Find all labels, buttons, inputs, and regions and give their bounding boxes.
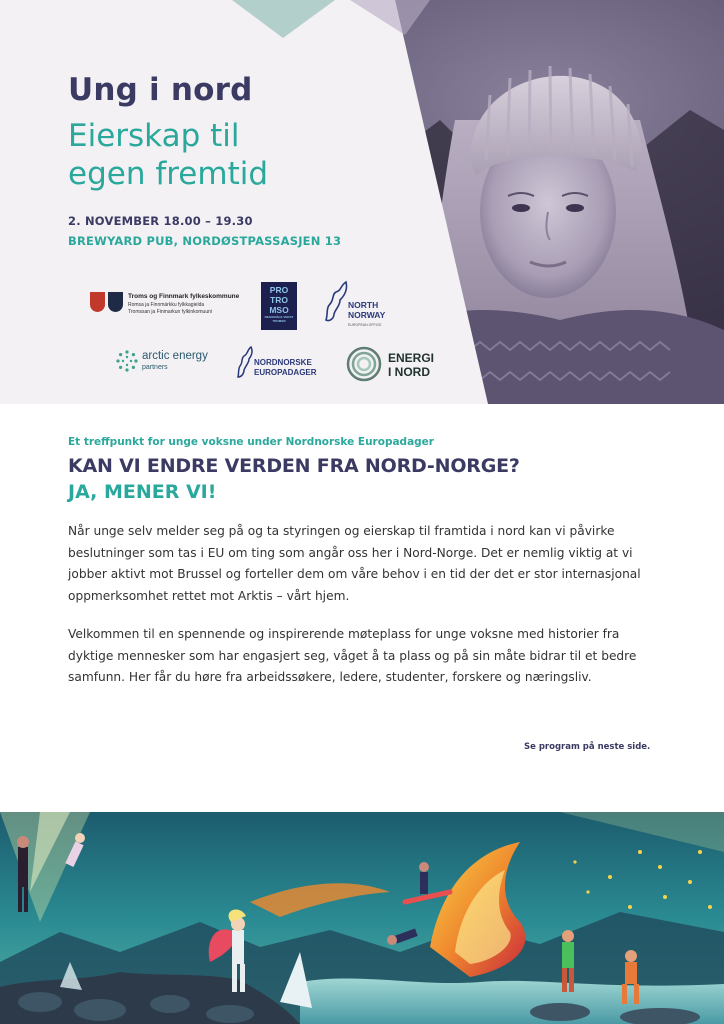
troms-finnmark-kven: Tromssan ja Finmarkun fylkinkomuuni <box>128 309 213 315</box>
north-norway-text <box>348 300 385 320</box>
pro-tromso-row1: PRO <box>269 285 289 295</box>
energi-line2: I NORD <box>388 365 430 379</box>
title-line-2: Eierskap til <box>68 118 240 154</box>
event-date: 2. NOVEMBER 18.00 – 19.30 <box>68 214 253 228</box>
norway-map-icon <box>322 280 350 324</box>
hero-background <box>0 0 724 404</box>
heading-question: KAN VI ENDRE VERDEN FRA NORD-NORGE? <box>68 455 520 477</box>
arctic-superhero-illustration <box>0 812 724 1024</box>
arctic-energy-name: arctic energy <box>142 350 208 362</box>
kicker-text: Et treffpunkt for unge voksne under Nordnorske Europadager <box>68 436 434 448</box>
north-norway-line1: NORTH <box>348 300 379 310</box>
event-place: BREWYARD PUB, NORDØSTPASSASJEN 13 <box>68 234 342 248</box>
pro-tromso-row3: MSO <box>269 305 289 315</box>
troms-finnmark-sami: Romsa ja Finnmárkku fylkkagielda <box>128 302 205 308</box>
title-line-1: Ung i nord <box>68 72 253 108</box>
energi-circle-icon <box>346 346 382 382</box>
intro-paragraph: Når unge selv melder seg på og ta styringen og eierskap til framtida i nord kan vi påvirke beslutninger som tas i EU om ting som angår oss her i Nord-Norge. Det er nemlig viktig at vi jobber aktivt mot Brussel og forteller dem om våre behov i en tid der det er stor internasjonal oppmerksomhet rettet mot Arktis – vårt hjem. <box>68 524 641 603</box>
norway-map-small-icon <box>236 345 254 379</box>
energi-i-nord-text <box>388 351 434 379</box>
welcome-paragraph: Velkommen til en spennende og inspirerende møteplass for unge voksne med historier fra dyktige mennesker som har engasjert seg, våget å ta plass og på sin måte bidrar til et bedre samfunn. Her får du høre fra arbeidssøkere, ledere, studenter, forskere og næringsliv. <box>68 627 637 684</box>
crest-icon-dark <box>108 292 123 312</box>
nordnorske-europadager-text <box>254 358 317 378</box>
hero-section <box>0 0 724 404</box>
nordnorske-line1: NORDNORSKE <box>254 358 312 367</box>
pro-tromso-sub: REGIONÅLE VEKST TROMSØ <box>264 315 294 323</box>
troms-finnmark-logo <box>90 290 240 320</box>
pro-tromso-row2: TRO <box>270 295 288 305</box>
pro-tromso-logo <box>261 282 297 330</box>
north-norway-line2: NORWAY <box>348 310 386 320</box>
arctic-energy-partners: partners <box>142 364 168 371</box>
arctic-energy-logo <box>116 350 236 376</box>
title-line-3: egen fremtid <box>68 156 269 192</box>
arctic-energy-dot-icon <box>116 350 138 372</box>
bottom-illustration <box>0 812 724 1024</box>
heading-answer: JA, MENER VI! <box>68 481 217 503</box>
nordnorske-line2: EUROPADAGER <box>254 368 317 377</box>
energi-i-nord-logo <box>346 346 456 382</box>
nordnorske-europadager-logo <box>236 345 326 379</box>
energi-line1: ENERGI <box>388 351 435 365</box>
troms-finnmark-name: Troms og Finnmark fylkeskommune <box>128 293 240 300</box>
north-norway-logo <box>322 280 394 330</box>
crest-icon-red <box>90 292 105 312</box>
north-norway-sub: EUROPEAN OFFICE <box>348 323 382 327</box>
see-program-note: Se program på neste side. <box>524 742 651 752</box>
